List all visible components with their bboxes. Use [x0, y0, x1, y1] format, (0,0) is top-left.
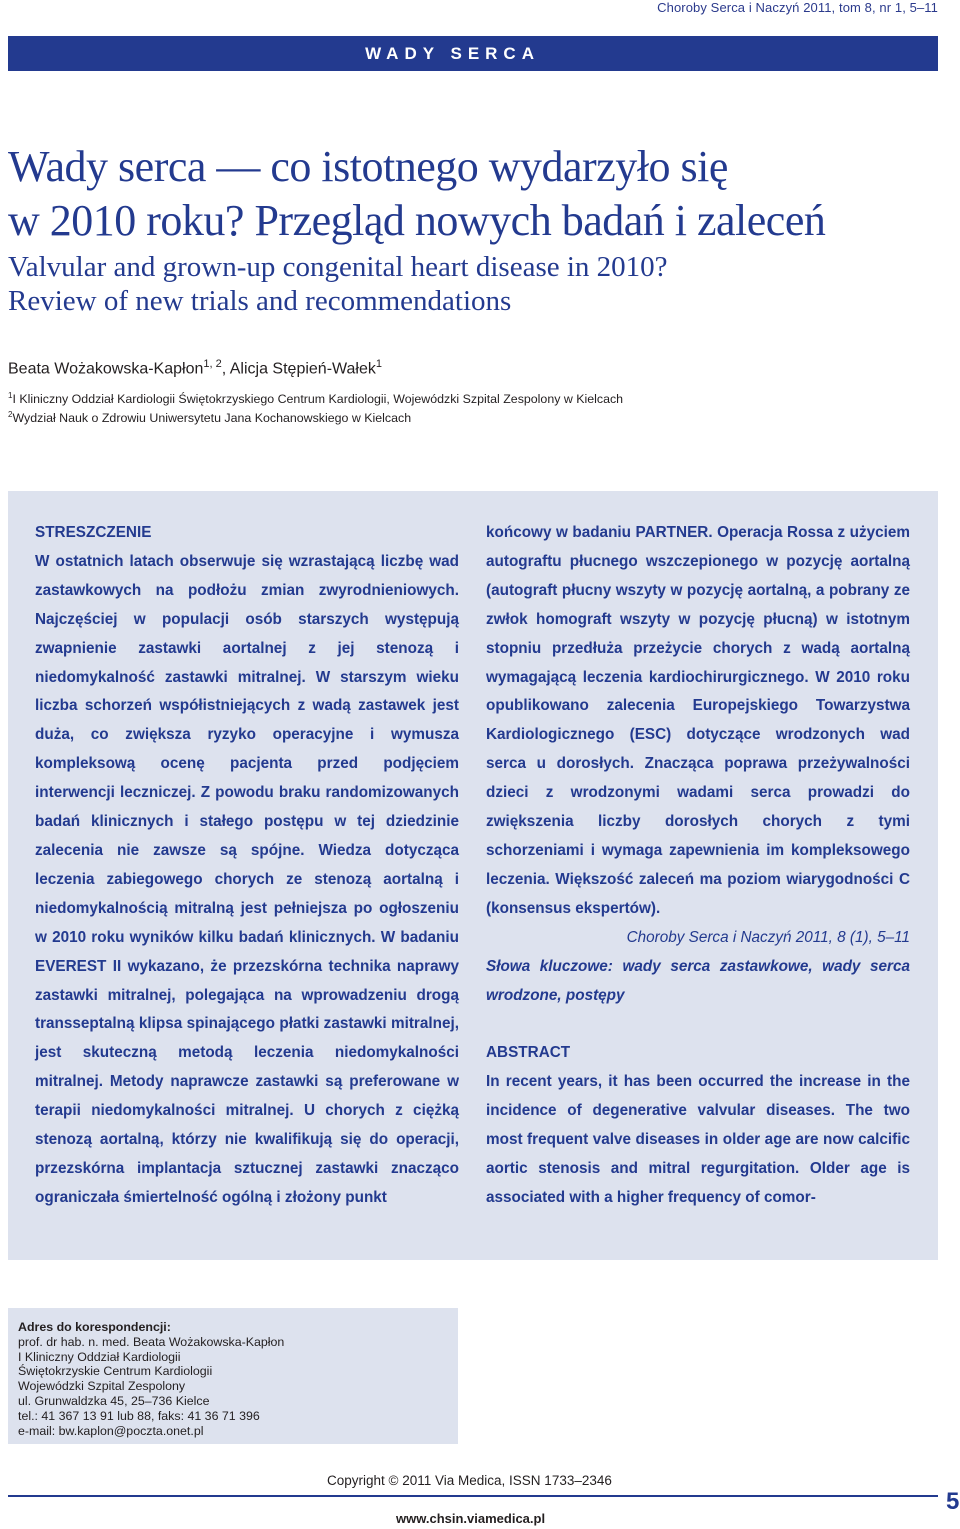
page-number: 5	[946, 1488, 960, 1515]
article-title-polish	[8, 140, 825, 248]
title-en-line: Valvular and grown-up congenital heart disease in 2010?	[8, 251, 668, 283]
abstract-heading-pl: STRESZCZENIE	[35, 524, 152, 541]
title-pl-line: w 2010 roku? Przegląd nowych badań i zaleceń	[8, 196, 826, 245]
affiliations	[8, 388, 623, 426]
authors	[8, 358, 382, 378]
abstract-box	[8, 491, 938, 1260]
abstract-column-left	[35, 519, 459, 1213]
correspondence-line: prof. dr hab. n. med. Beata Wożakowska-Kapłon	[18, 1334, 285, 1349]
affiliation-text: I Kliniczny Oddział Kardiologii Świętokrzyskiego Centrum Kardiologii, Wojewódzki Szpital Zespolony w Kielcach	[12, 392, 624, 407]
correspondence-box	[8, 1308, 458, 1444]
journal-citation: Choroby Serca i Naczyń 2011, 8 (1), 5–11	[626, 928, 910, 946]
author-separator: ,	[221, 360, 230, 378]
running-header: Choroby Serca i Naczyń 2011, tom 8, nr 1, 5–11	[657, 0, 938, 15]
section-label: WADY SERCA	[365, 44, 540, 63]
correspondence-line: tel.: 41 367 13 91 lub 88, faks: 41 36 71 396	[18, 1408, 260, 1423]
abstract-text-pl: W ostatnich latach obserwuje się wzrastającą liczbę wad zastawkowych na podłożu zmian zwyrodnieniowych. Najczęściej w populacji osób starszych występują zwapnienie zastawki aortalnej z jej stenozą i niedomykalność zastawki mitralnej. W starszym wieku liczba schorzeń współistniejących z wadą zastawek jest duża, co zwiększa ryzyko operacyjne i wymusza kompleksową ocenę pacjenta przed podjęciem interwencji leczniczej. Z powodu braku randomizowanych badań klinicznych i stałego postępu w tej dziedzinie zalecenia nie zawsze są spójne. Wiedza dotycząca leczenia zabiegowego chorych ze stenozą aortalną i niedomykalnością mitralną jest pełniejsza po ogłoszeniu w 2010 roku wyników kilku badań klinicznych. W badaniu EVEREST II wykazano, że przezskórna technika naprawy zastawki mitralnej, polegająca na wprowadzeniu drogą transseptalną klipsa spinającego płatki zastawki mitralnej, jest skuteczną metodą leczenia niedomykalności mitralnej. Metody naprawcze zastawki są preferowane w terapii niedomykalności mitralnej. U chorych z ciężką stenozą aortalną, którzy nie kwalifikują się do operacji, przezskórna implantacja sztucznej zastawki znacząco ograniczała śmiertelność ogólną i złożony punkt	[35, 552, 459, 1206]
footer-divider	[8, 1495, 938, 1497]
affiliation-line	[8, 388, 623, 407]
section-band	[8, 36, 938, 71]
correspondence-line: Świętokrzyskie Centrum Kardiologii	[18, 1364, 213, 1379]
correspondence-title: Adres do korespondencji:	[18, 1320, 171, 1334]
correspondence-line: ul. Grunwaldzka 45, 25–736 Kielce	[18, 1393, 210, 1408]
author-affiliation-ref: 1	[375, 358, 383, 370]
article-title-english	[8, 250, 668, 318]
affiliation-text: Wydział Nauk o Zdrowiu Uniwersytetu Jana Kochanowskiego w Kielcach	[12, 411, 412, 426]
author-affiliation-ref: 1, 2	[203, 358, 222, 370]
correspondence-email: e-mail: bw.kaplon@poczta.onet.pl	[18, 1423, 204, 1438]
copyright-notice: Copyright © 2011 Via Medica, ISSN 1733–2346	[327, 1473, 612, 1488]
keywords: Słowa kluczowe: wady serca zastawkowe, wady serca wrodzone, postępy	[486, 957, 910, 1004]
affiliation-number: 2	[8, 410, 13, 420]
journal-website: www.chsin.viamedica.pl	[396, 1511, 546, 1526]
abstract-text-pl-continued: końcowy w badaniu PARTNER. Operacja Rossa z użyciem autograftu płucnego wszczepionego w pozycję aortalną (autograft płucny wszyty w pozycję aortalną, a pobrany ze zwłok homograft wszyty w pozycję płucną) w istotnym stopniu przedłuża przeżycie chorych z wadą aortalną wymagającą leczenia kardiochirurgicznego. W 2010 roku opublikowano zalecenia Europejskiego Towarzystwa Kardiologicznego (ESC) dotyczące wrodzonych wad serca u dorosłych. Znacząca poprawa przeżywalności dzieci z wrodzonymi wadami serca prowadzi do zwiększenia liczby dorosłych chorych z tymi schorzeniami i wymaga zapewnienia im kompleksowego leczenia. Większość zaleceń ma poziom wiarygodności C (konsensus ekspertów).	[486, 524, 910, 917]
abstract-column-right	[486, 519, 910, 1213]
affiliation-line	[8, 407, 623, 426]
correspondence-line: Wojewódzki Szpital Zespolony	[18, 1379, 186, 1394]
author-name: Alicja Stępień-Wałek	[229, 360, 376, 378]
abstract-heading-en: ABSTRACT	[486, 1044, 571, 1062]
abstract-text-en: In recent years, it has been occurred the increase in the incidence of degenerative valvular diseases. The two most frequent valve diseases in older age are now calcific aortic stenosis and mitral regurgitation. Older age is associated with a higher frequency of comor-	[486, 1073, 910, 1206]
correspondence-line: I Kliniczny Oddział Kardiologii	[18, 1349, 181, 1364]
title-en-line: Review of new trials and recommendations	[8, 285, 512, 317]
title-pl-line: Wady serca — co istotnego wydarzyło się	[8, 142, 728, 191]
author-name: Beata Wożakowska-Kapłon	[8, 360, 204, 378]
affiliation-number: 1	[8, 391, 13, 400]
